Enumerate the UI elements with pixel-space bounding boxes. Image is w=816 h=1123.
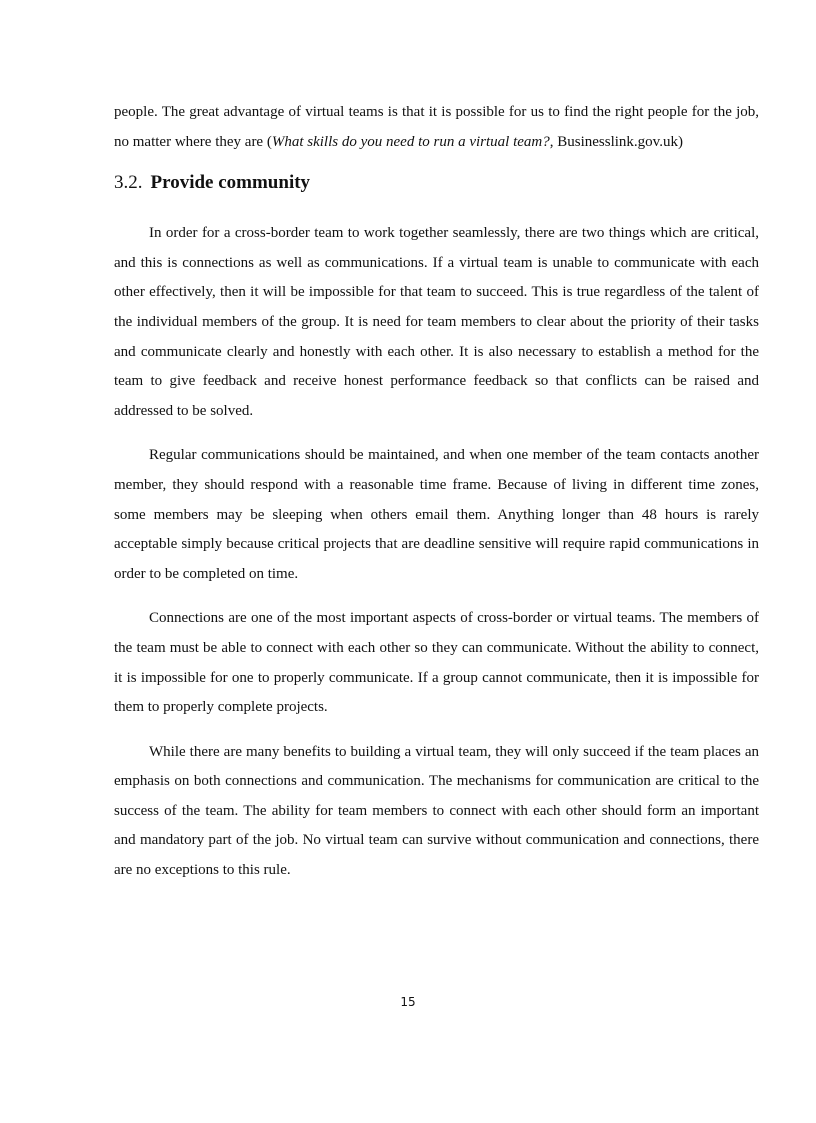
body-paragraph: In order for a cross-border team to work together seamlessly, there are two things which are critical, and this is connections as well as communications. If a virtual team is unable to communicate with each other effectively, then it will be impossible for that team to succeed. This is true regardless of the talent of the individual members of the group. It is need for team members to clear about the priority of their tasks and communicate clearly and honestly with each other. It is also necessary to establish a method for the team to give feedback and receive honest performance feedback so that conflicts can be raised and addressed to be solved. <box>114 225 759 419</box>
cited-title: What skills do you need to run a virtual team? <box>271 133 550 150</box>
page-number: 15 <box>400 995 416 1009</box>
body-paragraph: Regular communications should be maintained, and when one member of the team contacts another member, they should respond with a reasonable time frame. Because of living in different time zones, some members may be sleeping when others email them. Anything longer than 48 hours is rarely acceptable simply because critical projects that are deadline sensitive will require rapid communications in order to be completed on time. <box>114 447 759 582</box>
document-body <box>114 98 759 886</box>
body-paragraph: Connections are one of the most important aspects of cross-border or virtual teams. The members of the team must be able to connect with each other so they can communicate. Without the ability to connect, it is impossible for one to properly communicate. If a group cannot communicate, then it is impossible for them to properly complete projects. <box>114 610 759 716</box>
citation-source: , Businesslink.gov.uk) <box>549 133 683 150</box>
section-number: 3.2. <box>114 172 143 194</box>
body-paragraph: While there are many benefits to building a virtual team, they will only succeed if the team places an emphasis on both connections and communication. The mechanisms for communication are critical to the success of the team. The ability for team members to connect with each other should form an important and mandatory part of the job. No virtual team can survive without communication and connections, there are no exceptions to this rule. <box>114 743 759 879</box>
section-title: Provide community <box>150 172 311 194</box>
continuation-text: people. The great advantage of virtual teams is that it is possible for us to find the right people for the job, no matter where they are ( <box>114 104 759 150</box>
continuation-paragraph <box>114 98 759 157</box>
section-heading <box>114 157 759 219</box>
